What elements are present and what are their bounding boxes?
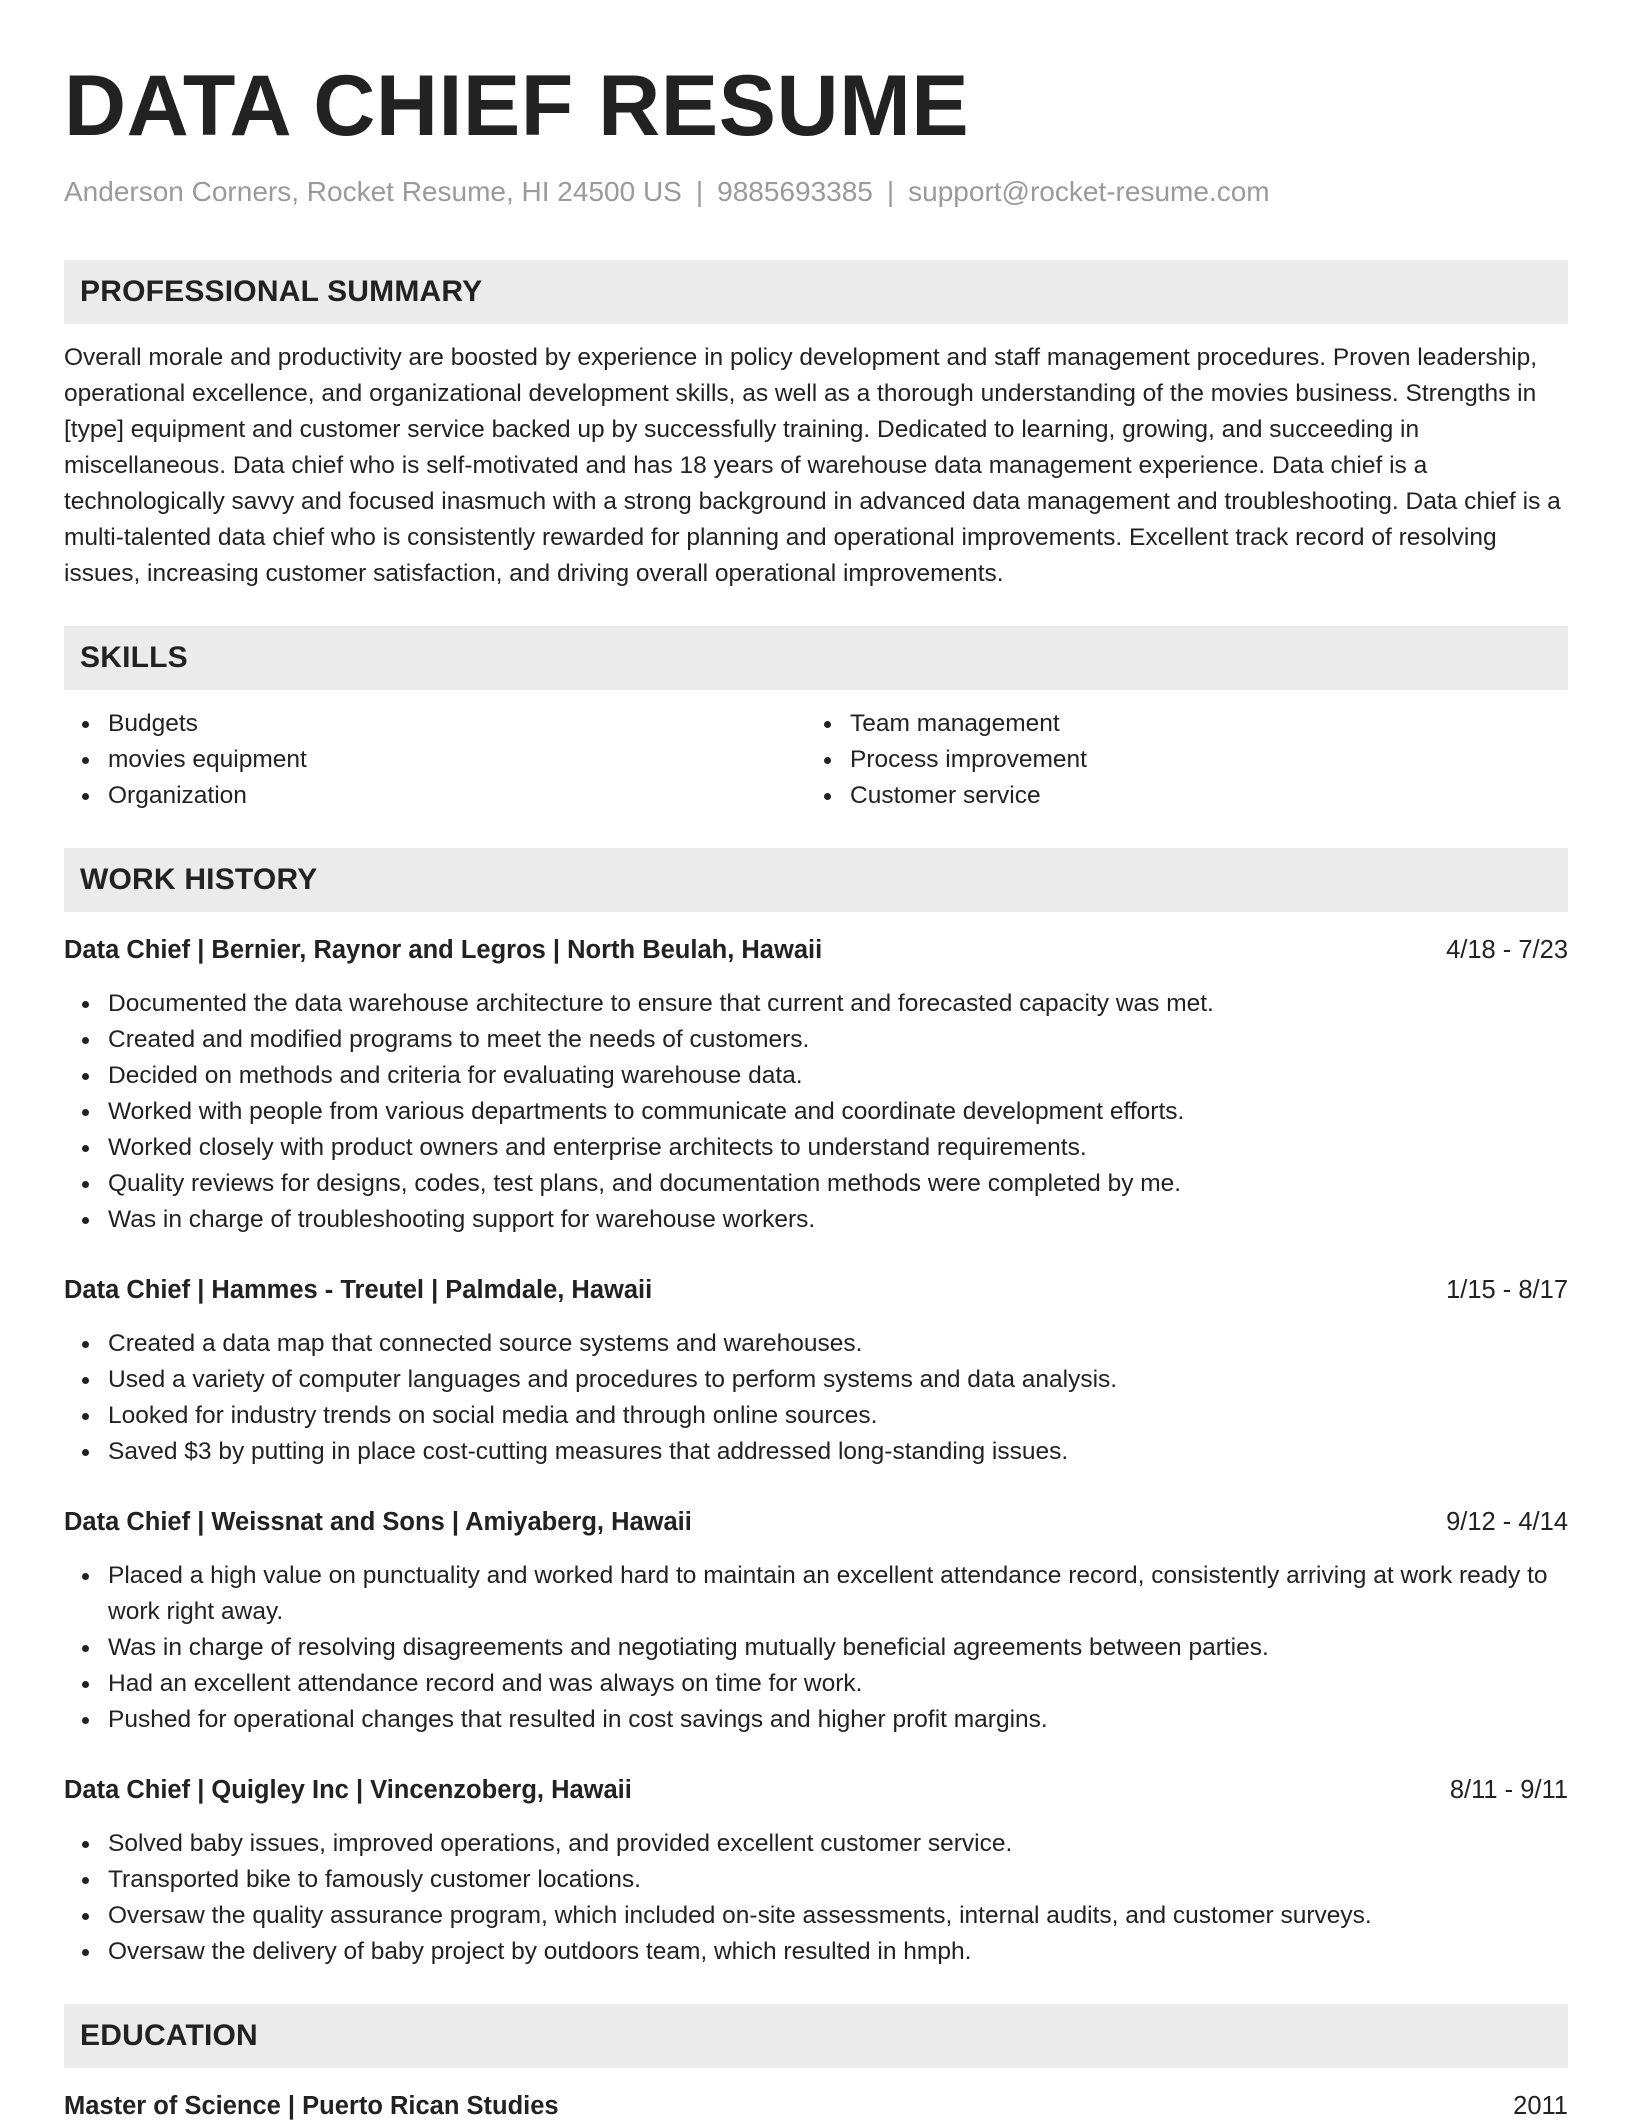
contact-separator: | [695,176,704,207]
job-bullet: Was in charge of troubleshooting support for warehouse workers. [108,1202,1568,1238]
job-dates: 4/18 - 7/23 [1446,936,1568,964]
job-bullet: Saved $3 by putting in place cost-cutting measures that addressed long-standing issues. [108,1434,1568,1470]
skill-item: movies equipment [108,742,806,778]
job-bullet: Worked closely with product owners and enterprise architects to understand requirements. [108,1130,1568,1166]
contact-address: Anderson Corners, Rocket Resume, HI 24500 US [64,176,682,207]
job-bullet: Created a data map that connected source systems and warehouses. [108,1326,1568,1362]
skills-column-left [64,706,806,814]
job-bullet: Oversaw the quality assurance program, which included on-site assessments, internal audits, and customer surveys. [108,1898,1568,1934]
job-bullets [64,1558,1568,1738]
contact-separator: | [886,176,895,207]
job-entry [64,1504,1568,1738]
job-bullet: Used a variety of computer languages and procedures to perform systems and data analysis. [108,1362,1568,1398]
job-dates: 9/12 - 4/14 [1446,1508,1568,1536]
skill-item: Team management [850,706,1548,742]
summary-text: Overall morale and productivity are boosted by experience in policy development and staff management procedures. Proven leadership, operational excellence, and organizational development skills, as well as a thorough understanding of the movies business. Strengths in [type] equipment and customer service backed up by successfully training. Dedicated to learning, growing, and succeeding in miscellaneous. Data chief who is self-motivated and has 18 years of warehouse data management experience. Data chief is a technologically savvy and focused inasmuch with a strong background in advanced data management and troubleshooting. Data chief is a multi-talented data chief who is consistently rewarded for planning and operational improvements. Excellent track record of resolving issues, increasing customer satisfaction, and driving overall operational improvements. [64,344,1561,587]
job-bullet: Created and modified programs to meet the needs of customers. [108,1022,1568,1058]
job-header [64,1772,1568,1808]
contact-line [64,174,1568,210]
job-bullet: Decided on methods and criteria for evaluating warehouse data. [108,1058,1568,1094]
section-heading-education: EDUCATION [64,2004,1568,2068]
job-bullet: Was in charge of resolving disagreements and negotiating mutually beneficial agreements between parties. [108,1630,1568,1666]
job-title: Data Chief | Bernier, Raynor and Legros | North Beulah, Hawaii [64,936,823,964]
job-bullet: Oversaw the delivery of baby project by outdoors team, which resulted in hmph. [108,1934,1568,1970]
skill-item: Customer service [850,778,1548,814]
job-title: Data Chief | Quigley Inc | Vincenzoberg, Hawaii [64,1776,632,1804]
job-bullet: Quality reviews for designs, codes, test plans, and documentation methods were completed by me. [108,1166,1568,1202]
resume-title: DATA CHIEF RESUME [64,58,970,154]
job-entry [64,1272,1568,1470]
job-entry [64,932,1568,1238]
job-bullet: Documented the data warehouse architecture to ensure that current and forecasted capacity was met. [108,986,1568,1022]
job-dates: 8/11 - 9/11 [1449,1776,1568,1804]
education-year: 2011 [1513,2092,1568,2120]
contact-email: support@rocket-resume.com [908,176,1270,207]
job-header [64,932,1568,968]
section-heading-work-history: WORK HISTORY [64,848,1568,912]
job-dates: 1/15 - 8/17 [1446,1276,1568,1304]
skills-column-right [806,706,1548,814]
section-heading-summary: PROFESSIONAL SUMMARY [64,260,1568,324]
job-header [64,1272,1568,1308]
skills-list [64,706,1568,814]
skill-item: Process improvement [850,742,1548,778]
job-bullet: Transported bike to famously customer locations. [108,1862,1568,1898]
job-bullets [64,1326,1568,1470]
job-bullets [64,1826,1568,1970]
job-bullet: Worked with people from various departments to communicate and coordinate development efforts. [108,1094,1568,1130]
skill-item: Budgets [108,706,806,742]
job-bullet: Placed a high value on punctuality and worked hard to maintain an excellent attendance record, consistently arriving at work ready to work right away. [108,1558,1568,1630]
section-heading-skills: SKILLS [64,626,1568,690]
job-bullet: Pushed for operational changes that resulted in cost savings and higher profit margins. [108,1702,1568,1738]
job-title: Data Chief | Hammes - Treutel | Palmdale, Hawaii [64,1276,653,1304]
job-bullet: Solved baby issues, improved operations, and provided excellent customer service. [108,1826,1568,1862]
job-bullets [64,986,1568,1238]
job-entry [64,1772,1568,1970]
resume-page [64,0,1568,2124]
job-bullet: Had an excellent attendance record and was always on time for work. [108,1666,1568,1702]
job-header [64,1504,1568,1540]
education-entry [64,2088,1568,2124]
job-bullet: Looked for industry trends on social media and through online sources. [108,1398,1568,1434]
skill-item: Organization [108,778,806,814]
education-degree: Master of Science | Puerto Rican Studies [64,2092,559,2120]
job-title: Data Chief | Weissnat and Sons | Amiyaberg, Hawaii [64,1508,692,1536]
contact-phone: 9885693385 [717,176,873,207]
